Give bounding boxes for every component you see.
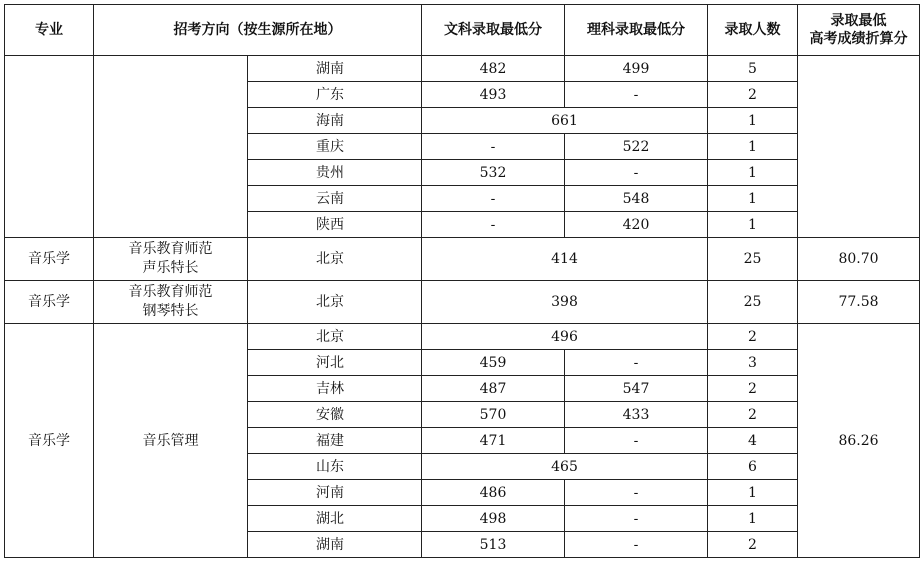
table-row — [5, 238, 920, 281]
admitted-count-cell: 2 — [708, 532, 798, 558]
direction-line-2: 声乐特长 — [142, 260, 199, 276]
province-cell: 北京 — [248, 324, 422, 350]
admitted-count-cell: 1 — [708, 506, 798, 532]
admitted-count-cell: 1 — [708, 212, 798, 238]
province-cell: 吉林 — [248, 376, 422, 402]
science-score-cell: 522 — [565, 134, 708, 160]
combined-score-cell: 465 — [422, 454, 708, 480]
direction-line-1: 音乐教育师范 — [128, 241, 213, 257]
direction-cell: 音乐管理 — [94, 324, 248, 558]
admitted-count-cell: 4 — [708, 428, 798, 454]
arts-score-cell: 482 — [422, 56, 565, 82]
science-score-cell: - — [565, 428, 708, 454]
province-cell: 广东 — [248, 82, 422, 108]
arts-score-cell: 570 — [422, 402, 565, 428]
arts-score-cell: 532 — [422, 160, 565, 186]
combined-score-cell: 661 — [422, 108, 708, 134]
admitted-count-cell: 2 — [708, 324, 798, 350]
arts-score-cell: 486 — [422, 480, 565, 506]
header-admitted: 录取人数 — [708, 5, 798, 56]
arts-score-cell: - — [422, 134, 565, 160]
arts-score-cell: - — [422, 212, 565, 238]
admitted-count-cell: 2 — [708, 82, 798, 108]
science-score-cell: - — [565, 532, 708, 558]
arts-score-cell: 487 — [422, 376, 565, 402]
admitted-count-cell: 1 — [708, 108, 798, 134]
admitted-count-cell: 25 — [708, 238, 798, 281]
direction-line-1: 音乐教育师范 — [128, 284, 213, 300]
combined-score-cell: 398 — [422, 281, 708, 324]
arts-score-cell: 459 — [422, 350, 565, 376]
province-cell: 云南 — [248, 186, 422, 212]
province-cell: 河北 — [248, 350, 422, 376]
admitted-count-cell: 1 — [708, 160, 798, 186]
province-cell: 湖南 — [248, 532, 422, 558]
science-score-cell: 547 — [565, 376, 708, 402]
science-score-cell: 499 — [565, 56, 708, 82]
group1-converted-cell — [798, 56, 920, 238]
province-cell: 北京 — [248, 238, 422, 281]
province-cell: 河南 — [248, 480, 422, 506]
province-cell: 重庆 — [248, 134, 422, 160]
province-cell: 陕西 — [248, 212, 422, 238]
arts-score-cell: 471 — [422, 428, 565, 454]
science-score-cell: - — [565, 506, 708, 532]
group1-direction-cell — [94, 56, 248, 238]
admitted-count-cell: 2 — [708, 402, 798, 428]
science-score-cell: 420 — [565, 212, 708, 238]
table-row — [5, 56, 920, 82]
converted-score-cell: 86.26 — [798, 324, 920, 558]
admitted-count-cell: 2 — [708, 376, 798, 402]
province-cell: 湖南 — [248, 56, 422, 82]
header-arts-min: 文科录取最低分 — [422, 5, 565, 56]
direction-cell — [94, 238, 248, 281]
direction-line-2: 钢琴特长 — [142, 303, 199, 319]
combined-score-cell: 414 — [422, 238, 708, 281]
province-cell: 贵州 — [248, 160, 422, 186]
admitted-count-cell: 6 — [708, 454, 798, 480]
province-cell: 安徽 — [248, 402, 422, 428]
combined-score-cell: 496 — [422, 324, 708, 350]
arts-score-cell: 498 — [422, 506, 565, 532]
science-score-cell: - — [565, 160, 708, 186]
science-score-cell: - — [565, 350, 708, 376]
province-cell: 山东 — [248, 454, 422, 480]
table-row — [5, 324, 920, 350]
admitted-count-cell: 5 — [708, 56, 798, 82]
header-converted-line-1: 录取最低 — [830, 13, 887, 29]
admitted-count-cell: 1 — [708, 480, 798, 506]
header-major: 专业 — [5, 5, 94, 56]
group1-major-cell — [5, 56, 94, 238]
direction-cell — [94, 281, 248, 324]
header-row — [5, 5, 920, 56]
converted-score-cell: 77.58 — [798, 281, 920, 324]
header-converted-line-2: 高考成绩折算分 — [809, 31, 908, 47]
major-cell: 音乐学 — [5, 324, 94, 558]
province-cell: 北京 — [248, 281, 422, 324]
table-row — [5, 281, 920, 324]
admission-scores-table — [4, 4, 920, 558]
admitted-count-cell: 1 — [708, 186, 798, 212]
science-score-cell: 433 — [565, 402, 708, 428]
province-cell: 湖北 — [248, 506, 422, 532]
converted-score-cell: 80.70 — [798, 238, 920, 281]
arts-score-cell: 513 — [422, 532, 565, 558]
science-score-cell: - — [565, 82, 708, 108]
admitted-count-cell: 25 — [708, 281, 798, 324]
science-score-cell: 548 — [565, 186, 708, 212]
admitted-count-cell: 1 — [708, 134, 798, 160]
header-direction: 招考方向（按生源所在地） — [94, 5, 422, 56]
header-science-min: 理科录取最低分 — [565, 5, 708, 56]
arts-score-cell: 493 — [422, 82, 565, 108]
major-cell: 音乐学 — [5, 238, 94, 281]
science-score-cell: - — [565, 480, 708, 506]
province-cell: 海南 — [248, 108, 422, 134]
major-cell: 音乐学 — [5, 281, 94, 324]
admitted-count-cell: 3 — [708, 350, 798, 376]
arts-score-cell: - — [422, 186, 565, 212]
header-converted — [798, 5, 920, 56]
province-cell: 福建 — [248, 428, 422, 454]
